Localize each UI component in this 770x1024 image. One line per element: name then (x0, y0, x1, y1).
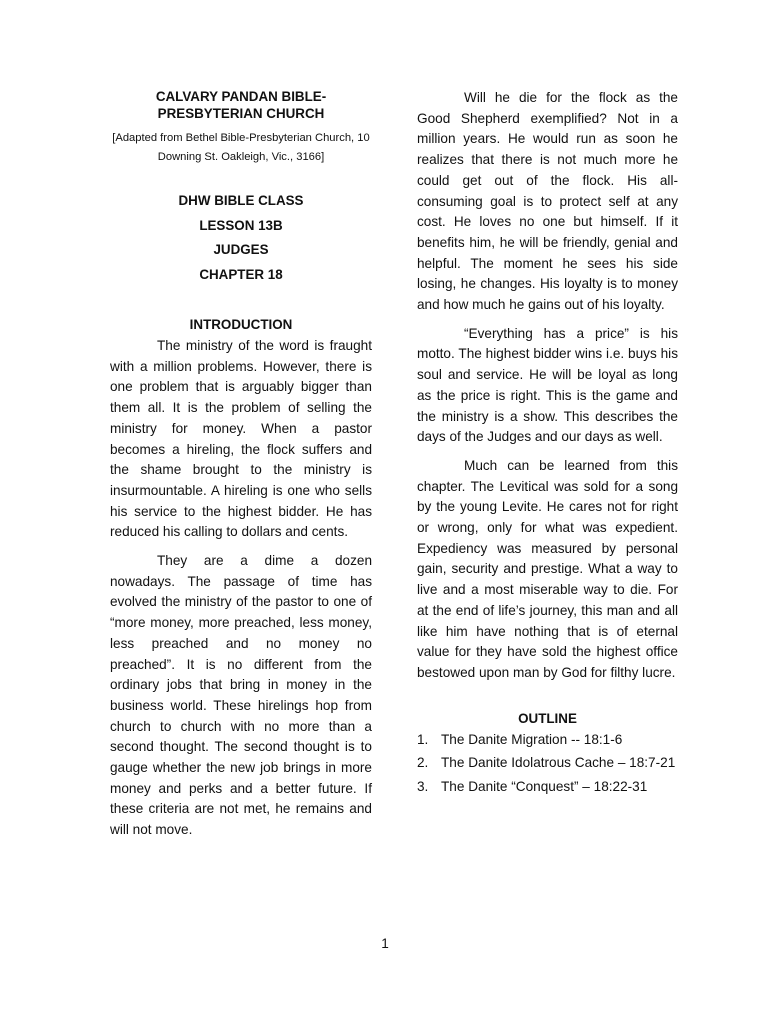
intro-paragraph-4: “Everything has a price” is his motto. The highest bidder wins i.e. buys his soul and service. He will be loyal as long as the price is right. This is the game and the ministry is a show. This describes the days of the Judges and our days as well. (417, 325, 678, 445)
book-name: JUDGES (213, 242, 269, 257)
outline-item-number: 1. (417, 731, 429, 747)
chapter-number: CHAPTER 18 (199, 266, 283, 282)
right-column (417, 88, 678, 801)
lesson-heading (110, 189, 372, 287)
introduction-title: INTRODUCTION (189, 317, 293, 332)
lesson-number: LESSON 13B (199, 217, 283, 233)
outline-item (417, 730, 678, 751)
outline-item (417, 753, 678, 774)
class-name: DHW BIBLE CLASS (178, 193, 304, 208)
adapted-note: [Adapted from Bethel Bible-Presbyterian Church, 10 Downing St. Oakleigh, Vic., 3166] (112, 132, 370, 163)
intro-paragraph-1: The ministry of the word is fraught with a million problems. However, there is one problem that is arguably bigger than them all. It is the problem of selling the ministry for money. When a pastor becomes a hireling, the flock suffers and the shame brought to the ministry is insurmountable. A hireling is one who sells his service to the highest bidder. He has reduced his calling to dollars and cents. (110, 338, 372, 540)
outline-item (417, 777, 678, 798)
outline-list (417, 730, 678, 798)
outline-title: OUTLINE (518, 710, 577, 726)
intro-paragraph-2: They are a dime a dozen nowadays. The passage of time has evolved the ministry of the pastor to one of “more money, more preached, less money, less preached and no money no preached”. It is no different from the ordinary jobs that bring in money in the business world. These hirelings hop from church to church with no more than a second thought. The second thought is to gauge whether the new job brings in more money and perks and a better future. If these criteria are not met, he remains and will not move. (110, 553, 372, 838)
outline-item-number: 3. (417, 779, 429, 795)
outline-item-text: The Danite “Conquest” – 18:22-31 (441, 779, 648, 795)
intro-paragraph-5: Much can be learned from this chapter. The Levitical was sold for a song by the young Levite. He cares not for right or wrong, only for what was expedient. Expediency was measured by personal gain, security and prestige. What a way to live and a most miserable way to die. For at the end of life’s journey, this man and all like him have nothing that is of eternal value for they have sold the highest office bestowed upon man by God for filthy lucre. (417, 457, 678, 680)
left-column (110, 88, 372, 849)
page-number: 1 (381, 936, 389, 951)
intro-paragraph-3: Will he die for the flock as the Good Shepherd exemplified? Not in a million years. He would run as soon he realizes that there is not much more he could get out of the flock. His all-consuming goal is to protect self at any cost. He loves no one but himself. If it benefits him, he will be friendly, genial and helpful. The moment he sees his side losing, he changes. His loyalty is to money and how much he gains out of his loyalty. (417, 90, 678, 313)
outline-item-text: The Danite Migration -- 18:1-6 (441, 731, 623, 747)
outline-item-text: The Danite Idolatrous Cache – 18:7-21 (441, 755, 676, 771)
church-name: CALVARY PANDAN BIBLE-PRESBYTERIAN CHURCH (155, 89, 327, 121)
outline-item-number: 2. (417, 755, 429, 771)
